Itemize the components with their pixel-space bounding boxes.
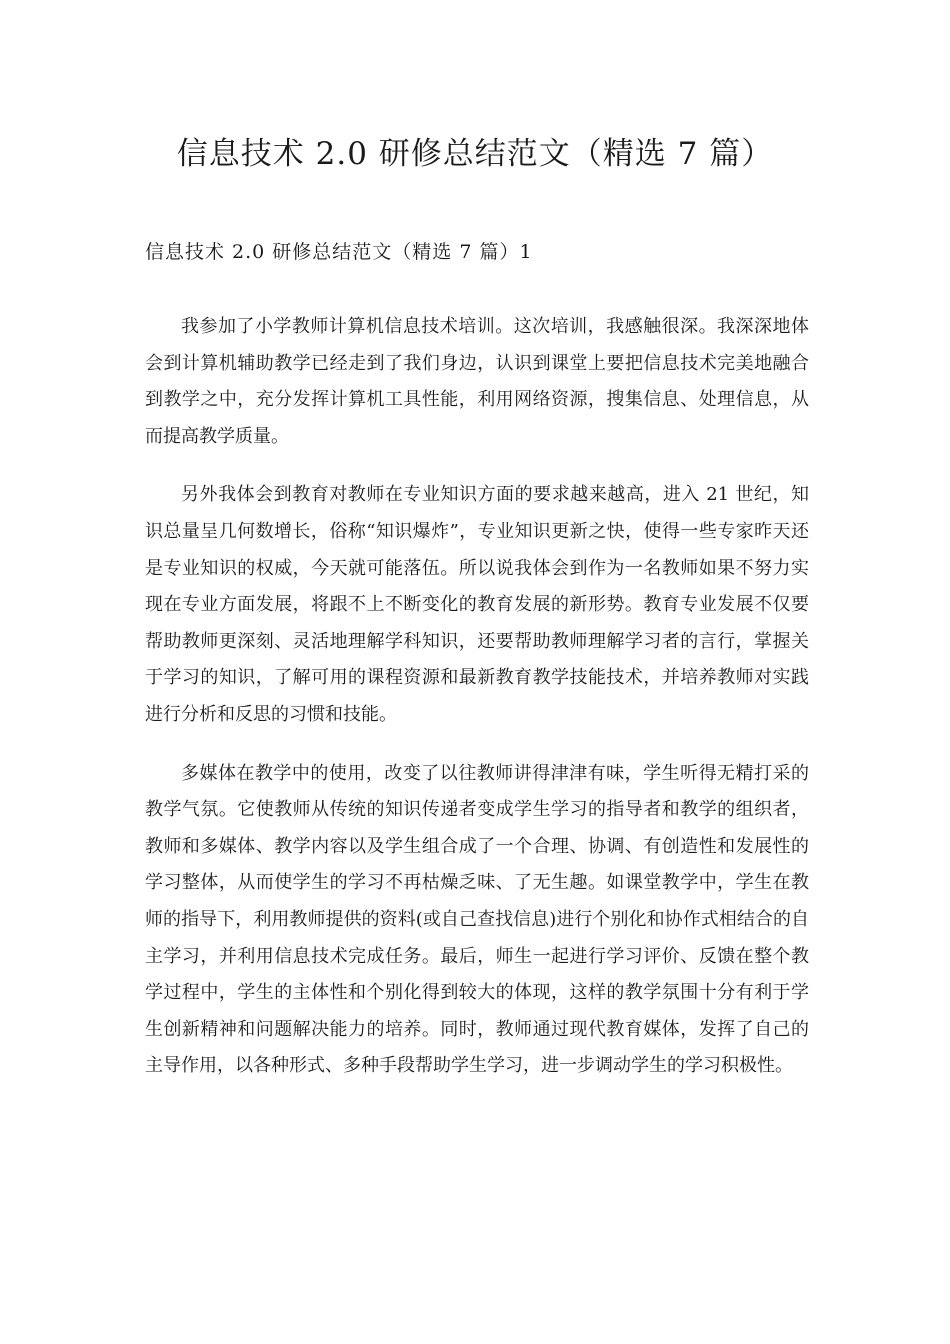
- paragraph-2: 另外我体会到教育对教师在专业知识方面的要求越来越高，进入 21 世纪，知识总量呈几何数增长，俗称“知识爆炸”，专业知识更新之快，使得一些专家昨天还是专业知识的权威，今天就可能落伍。所以说我体会到作为一名教师如果不努力实现在专业方面发展，将跟不上不断变化的教育发展的新形势。教育专业发展不仅要帮助教师更深刻、灵活地理解学科知识，还要帮助教师理解学习者的言行，掌握关于学习的知识，了解可用的课程资源和最新教育教学技能技术，并培养教师对实践进行分析和反思的习惯和技能。: [145, 484, 809, 725]
- body-text: [145, 309, 809, 1107]
- paragraph-1: 我参加了小学教师计算机信息技术培训。这次培训，我感触很深。我深深地体会到计算机辅助教学已经走到了我们身边，认识到课堂上要把信息技术完美地融合到教学之中，充分发挥计算机工具性能，利用网络资源，搜集信息、处理信息，从而提高教学质量。: [145, 316, 809, 447]
- paragraph-3: 多媒体在教学中的使用，改变了以往教师讲得津津有味，学生听得无精打采的教学气氛。它使教师从传统的知识传递者变成学生学习的指导者和教学的组织者，教师和多媒体、教学内容以及学生组合成了一个合理、协调、有创造性和发展性的学习整体，从而使学生的学习不再枯燥乏味、了无生趣。如课堂教学中，学生在教师的指导下，利用教师提供的资料(或自己查找信息)进行个别化和协作式相结合的自主学习，并利用信息技术完成任务。最后，师生一起进行学习评价、反馈在整个教学过程中，学生的主体性和个别化得到较大的体现，这样的教学氛围十分有利于学生创新精神和问题解决能力的培养。同时，教师通过现代教育媒体，发挥了自己的主导作用，以各种形式、多种手段帮助学生学习，进一步调动学生的学习积极性。: [145, 762, 809, 1077]
- section-heading: 信息技术 2.0 研修总结范文（精选 7 篇）1: [145, 241, 533, 263]
- document-title: 信息技术 2.0 研修总结范文（精选 7 篇）: [176, 136, 774, 172]
